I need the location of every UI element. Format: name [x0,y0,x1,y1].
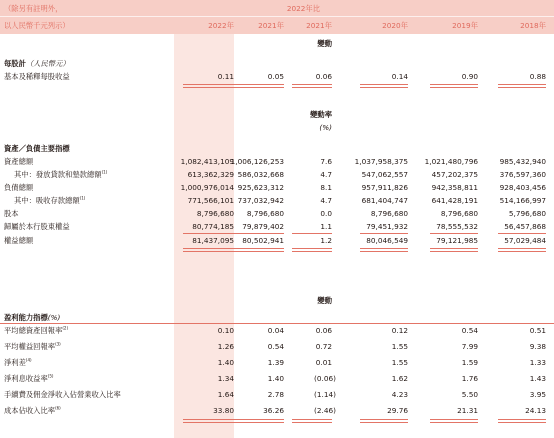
cell-2021: 1.40 [267,374,284,383]
double-underline [360,248,408,252]
cell-change: 8.1 [320,183,332,192]
row-label: 權益總額 [4,236,34,245]
cell-2020: 80,046,549 [366,236,408,245]
cell-2020: 29.76 [387,406,408,415]
footnote-marker: (2) [62,325,69,331]
row-label: 淨利差$^{(4)}$ [4,357,32,367]
cell-2019: 21.31 [457,406,478,415]
table-row [0,324,554,337]
header-row-1 [0,2,554,15]
balance-section-title: 資產／負債主要指標 [4,144,70,153]
cell-change: 0.06 [315,72,332,81]
cell-change: 0.06 [315,326,332,335]
cell-2020: 0.12 [391,326,408,335]
double-underline [498,419,546,423]
table-row-total [0,234,554,247]
cell-2019: 5.50 [461,390,478,399]
cell-2019: 79,121,985 [436,236,478,245]
double-underline [430,419,478,423]
row-label: 手續費及佣金淨收入佔營業收入比率 [4,390,121,399]
cell-2022: 0.11 [217,72,234,81]
year-header-2019: 2019年 [452,21,478,30]
double-underline [183,84,234,88]
double-underline [430,84,478,88]
cell-2020: 1.55 [391,342,408,351]
cell-2022: 1,082,413,109 [180,157,234,166]
row-label: 其中：發放貸款和墊款總額$^{(1)}$ [14,169,108,179]
year-header-2020: 2020年 [382,21,408,30]
cell-2020: 681,404,747 [361,196,408,205]
cell-2021: 737,032,942 [237,196,284,205]
cell-2022: 8,796,680 [196,209,234,218]
row-label: 成本佔收入比率$^{(6)}$ [4,405,61,415]
year-header-2021-compare: 2021年 [306,21,332,30]
header-comparison-label: 2022年比 [286,4,320,13]
cell-2018: 985,432,940 [499,157,546,166]
year-header-2018: 2018年 [520,21,546,30]
cell-2021: 0.05 [267,72,284,81]
cell-2021: 79,879,402 [242,222,284,231]
cell-2019: 78,555,532 [436,222,478,231]
profit-unit: (%) [47,313,61,322]
cell-2021: 2.78 [267,390,284,399]
cell-2018: 514,166,997 [499,196,546,205]
table-row [0,372,554,385]
change-rate-label-row [0,108,554,121]
row-label: 平均權益回報率$^{(3)}$ [4,341,61,351]
cell-2019: 457,202,375 [431,170,478,179]
cell-2022: 1,000,976,014 [180,183,234,192]
change-rate-unit: (%) [319,123,332,132]
cell-2020: 1,037,958,375 [354,157,408,166]
row-label: 股本 [4,209,19,218]
table-row [0,207,554,220]
cell-2018: 24.13 [525,406,546,415]
cell-2021: 586,032,668 [237,170,284,179]
cell-2018: 5,796,680 [508,209,546,218]
balance-title-row [0,142,554,155]
year-header-2021: 2021年 [258,21,284,30]
cell-2021: 36.26 [263,406,284,415]
cell-2021: 1.39 [267,358,284,367]
double-underline [292,419,332,423]
cell-2021: 0.04 [267,326,284,335]
change-column-label: 變動 [317,39,332,48]
cell-2021: 8,796,680 [246,209,284,218]
cell-2018: 56,457,868 [504,222,546,231]
cell-change: 1.1 [320,222,332,231]
table-row [0,155,554,168]
double-underline [430,248,478,252]
cell-change: 0.01 [315,358,332,367]
cell-2020: 4.23 [391,390,408,399]
double-underline [498,248,546,252]
change-rate-label: 變動率 [310,110,332,119]
header-note-line2: 以人民幣千元列示） [4,21,70,30]
table-row [0,181,554,194]
per-share-title-row [0,57,554,70]
double-underline [360,419,408,423]
header-note-line1: （除另有註明外， [4,4,63,13]
cell-2020: 1.62 [391,374,408,383]
cell-change: 0.0 [320,209,332,218]
change-label-row [0,37,554,50]
cell-change: 0.72 [315,342,332,351]
row-label: 基本及稀釋每股收益 [4,72,70,81]
footnote-marker: (4) [25,357,32,363]
footnote-marker: (1) [101,169,108,175]
change-rate-unit-row [0,121,554,134]
cell-2022: 33.80 [213,406,234,415]
cell-2021: 80,502,941 [242,236,284,245]
double-underline [292,84,332,88]
cell-2019: 0.54 [461,326,478,335]
table-row [0,388,554,401]
cell-2018: 928,403,456 [499,183,546,192]
cell-2022: 81,437,095 [192,236,234,245]
cell-2020: 1.55 [391,358,408,367]
change-column-label: 變動 [317,296,332,305]
cell-change: (0.06) [314,374,336,383]
cell-2018: 9.38 [529,342,546,351]
double-underline [183,419,234,423]
cell-2019: 7.99 [461,342,478,351]
cell-2019: 8,796,680 [440,209,478,218]
cell-2022: 1.64 [217,390,234,399]
cell-2018: 0.51 [529,326,546,335]
cell-2019: 1,021,480,796 [424,157,478,166]
table-row [0,220,554,233]
per-share-title: 每股計 [4,59,26,68]
cell-2022: 613,362,329 [187,170,234,179]
row-label: 歸屬於本行股東權益 [4,222,70,231]
header-separator [0,16,554,17]
double-underline [234,248,284,252]
change-label-row-2 [0,294,554,307]
footnote-marker: (6) [55,405,61,411]
cell-2019: 1.76 [461,374,478,383]
table-row [0,70,554,83]
row-label: 平均總資產回報率$^{(2)}$ [4,325,69,335]
footnote-marker: (1) [79,195,86,201]
cell-2019: 1.59 [461,358,478,367]
cell-2018: 0.88 [529,72,546,81]
cell-2018: 1.43 [529,374,546,383]
cell-change: (1.14) [314,390,336,399]
cell-2018: 376,597,360 [499,170,546,179]
footnote-marker: (5) [47,373,54,379]
cell-2019: 942,358,811 [431,183,478,192]
row-label: 淨利息收益率$^{(5)}$ [4,373,54,383]
double-underline [234,84,284,88]
cell-change: (2.46) [314,406,336,415]
row-label: 其中：吸收存款總額$^{(1)}$ [14,195,86,205]
table-row [0,340,554,353]
table-row [0,194,554,207]
cell-2020: 957,911,826 [361,183,408,192]
cell-2022: 80,774,185 [192,222,234,231]
cell-2018: 57,029,484 [504,236,546,245]
cell-change: 4.7 [320,170,332,179]
cell-2022: 1.40 [217,358,234,367]
cell-2021: 0.54 [267,342,284,351]
year-header-2022: 2022年 [208,21,234,30]
table-row [0,356,554,369]
cell-2020: 8,796,680 [370,209,408,218]
cell-2021: 925,623,312 [237,183,284,192]
profit-section-title: 盈利能力指標 [4,313,48,322]
row-label: 負債總額 [4,183,34,192]
cell-2019: 641,428,191 [431,196,478,205]
cell-2019: 0.90 [461,72,478,81]
cell-2022: 771,566,101 [187,196,234,205]
cell-2022: 0.10 [217,326,234,335]
table-row [0,404,554,417]
double-underline [234,419,284,423]
header-row-2 [0,19,554,32]
row-label: 資產總額 [4,157,34,166]
cell-2022: 1.26 [217,342,234,351]
cell-2021: 1,006,126,253 [230,157,284,166]
cell-2020: 547,062,557 [361,170,408,179]
cell-2022: 1.34 [217,374,234,383]
double-underline [498,84,546,88]
cell-change: 1.2 [320,236,332,245]
cell-2018: 3.95 [529,390,546,399]
cell-2020: 0.14 [391,72,408,81]
cell-change: 4.7 [320,196,332,205]
cell-2020: 79,451,932 [366,222,408,231]
cell-change: 7.6 [320,157,332,166]
cell-2018: 1.33 [529,358,546,367]
double-underline [292,248,332,252]
double-underline [183,248,234,252]
per-share-unit: （人民幣元） [25,59,70,68]
double-underline [360,84,408,88]
footnote-marker: (3) [55,341,61,347]
table-row [0,168,554,181]
